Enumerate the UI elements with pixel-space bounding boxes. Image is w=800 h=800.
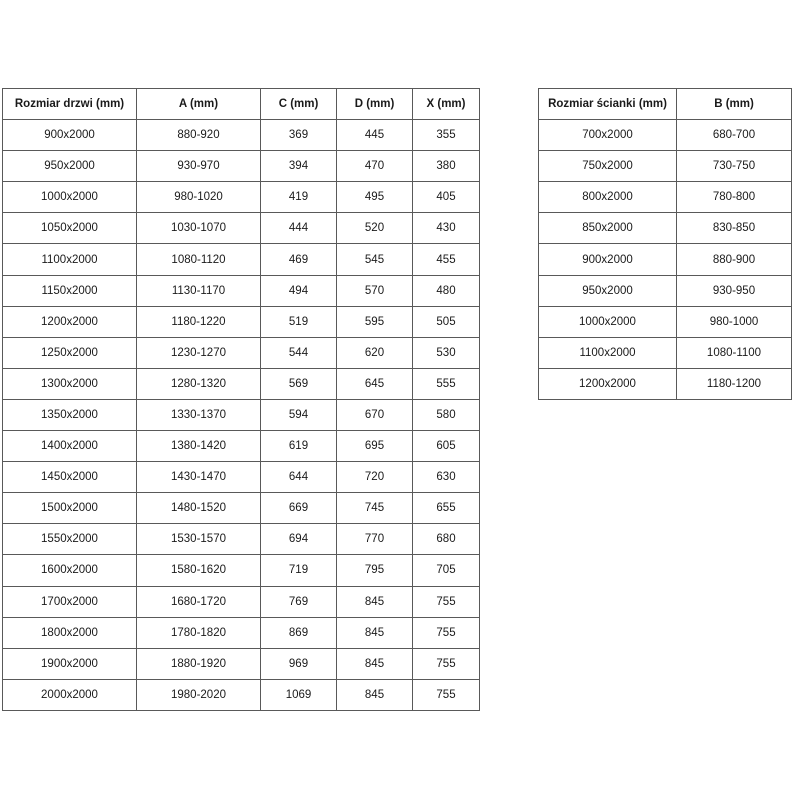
table-cell: 1900x2000 <box>3 648 137 679</box>
table-cell: 1180-1220 <box>137 306 261 337</box>
table-cell: 644 <box>261 462 337 493</box>
table-row <box>3 648 480 679</box>
table-cell: 1080-1100 <box>677 337 792 368</box>
table-cell: 700x2000 <box>539 120 677 151</box>
table-cell: 569 <box>261 368 337 399</box>
table-cell: 1000x2000 <box>539 306 677 337</box>
table-cell: 494 <box>261 275 337 306</box>
table-cell: 645 <box>337 368 413 399</box>
wall-sizes-table <box>538 88 792 400</box>
table-row <box>3 399 480 430</box>
table-row <box>3 120 480 151</box>
table-cell: 1130-1170 <box>137 275 261 306</box>
table-row <box>3 275 480 306</box>
table-cell: 1100x2000 <box>539 337 677 368</box>
table-cell: 1080-1120 <box>137 244 261 275</box>
table-cell: 1050x2000 <box>3 213 137 244</box>
table-cell: 430 <box>413 213 480 244</box>
table-row <box>539 151 792 182</box>
table-cell: 670 <box>337 399 413 430</box>
table-cell: 755 <box>413 648 480 679</box>
column-header: C (mm) <box>261 89 337 120</box>
table-cell: 519 <box>261 306 337 337</box>
table-cell: 1600x2000 <box>3 555 137 586</box>
table-cell: 455 <box>413 244 480 275</box>
table-cell: 845 <box>337 679 413 710</box>
column-header: Rozmiar ścianki (mm) <box>539 89 677 120</box>
table-cell: 1280-1320 <box>137 368 261 399</box>
table-cell: 1450x2000 <box>3 462 137 493</box>
table-cell: 555 <box>413 368 480 399</box>
table-cell: 530 <box>413 337 480 368</box>
table-row <box>539 213 792 244</box>
table-row <box>3 493 480 524</box>
table-cell: 1980-2020 <box>137 679 261 710</box>
table-cell: 845 <box>337 617 413 648</box>
table-cell: 850x2000 <box>539 213 677 244</box>
table-cell: 755 <box>413 679 480 710</box>
table-cell: 880-920 <box>137 120 261 151</box>
column-header: A (mm) <box>137 89 261 120</box>
column-header: Rozmiar drzwi (mm) <box>3 89 137 120</box>
table-cell: 680-700 <box>677 120 792 151</box>
table-cell: 900x2000 <box>3 120 137 151</box>
table-row <box>539 120 792 151</box>
table-cell: 505 <box>413 306 480 337</box>
table-cell: 1000x2000 <box>3 182 137 213</box>
table-cell: 680 <box>413 524 480 555</box>
table-cell: 620 <box>337 337 413 368</box>
table-cell: 694 <box>261 524 337 555</box>
table-cell: 369 <box>261 120 337 151</box>
table-cell: 1250x2000 <box>3 337 137 368</box>
table-row <box>3 524 480 555</box>
table-row <box>3 555 480 586</box>
table-cell: 845 <box>337 586 413 617</box>
table-row <box>3 337 480 368</box>
table-row <box>3 462 480 493</box>
table-cell: 755 <box>413 586 480 617</box>
table-row <box>3 306 480 337</box>
table-cell: 469 <box>261 244 337 275</box>
table-cell: 480 <box>413 275 480 306</box>
table-row <box>539 244 792 275</box>
table-cell: 1680-1720 <box>137 586 261 617</box>
table-cell: 594 <box>261 399 337 430</box>
table-cell: 795 <box>337 555 413 586</box>
table-cell: 1330-1370 <box>137 399 261 430</box>
column-header: D (mm) <box>337 89 413 120</box>
table-cell: 545 <box>337 244 413 275</box>
table-row <box>3 368 480 399</box>
table-cell: 380 <box>413 151 480 182</box>
table-cell: 770 <box>337 524 413 555</box>
table-cell: 980-1020 <box>137 182 261 213</box>
table-cell: 630 <box>413 462 480 493</box>
header-row <box>3 89 480 120</box>
table-cell: 1430-1470 <box>137 462 261 493</box>
table-row <box>539 182 792 213</box>
table-row <box>3 586 480 617</box>
door-sizes-table <box>2 88 480 711</box>
table-cell: 580 <box>413 399 480 430</box>
table-cell: 1069 <box>261 679 337 710</box>
table-cell: 520 <box>337 213 413 244</box>
table-cell: 780-800 <box>677 182 792 213</box>
table-row <box>3 244 480 275</box>
table-cell: 1200x2000 <box>3 306 137 337</box>
table-cell: 2000x2000 <box>3 679 137 710</box>
table-row <box>539 275 792 306</box>
table-cell: 1530-1570 <box>137 524 261 555</box>
table-cell: 1500x2000 <box>3 493 137 524</box>
table-cell: 719 <box>261 555 337 586</box>
table-row <box>3 213 480 244</box>
table-row <box>539 337 792 368</box>
table-cell: 394 <box>261 151 337 182</box>
table-cell: 605 <box>413 431 480 462</box>
table-cell: 595 <box>337 306 413 337</box>
table-cell: 419 <box>261 182 337 213</box>
table-cell: 930-950 <box>677 275 792 306</box>
table-cell: 1200x2000 <box>539 368 677 399</box>
header-row <box>539 89 792 120</box>
table-cell: 930-970 <box>137 151 261 182</box>
table-cell: 1550x2000 <box>3 524 137 555</box>
table-cell: 750x2000 <box>539 151 677 182</box>
table-cell: 669 <box>261 493 337 524</box>
table-cell: 1580-1620 <box>137 555 261 586</box>
table-cell: 444 <box>261 213 337 244</box>
table-row <box>539 306 792 337</box>
table-cell: 1380-1420 <box>137 431 261 462</box>
table-cell: 1150x2000 <box>3 275 137 306</box>
table-cell: 980-1000 <box>677 306 792 337</box>
table-cell: 769 <box>261 586 337 617</box>
table-cell: 880-900 <box>677 244 792 275</box>
table-row <box>3 182 480 213</box>
table-cell: 1100x2000 <box>3 244 137 275</box>
table-cell: 655 <box>413 493 480 524</box>
table-row <box>3 151 480 182</box>
table-cell: 405 <box>413 182 480 213</box>
table-cell: 950x2000 <box>3 151 137 182</box>
table-cell: 800x2000 <box>539 182 677 213</box>
table-cell: 544 <box>261 337 337 368</box>
table-cell: 745 <box>337 493 413 524</box>
table-cell: 1700x2000 <box>3 586 137 617</box>
column-header: B (mm) <box>677 89 792 120</box>
table-cell: 845 <box>337 648 413 679</box>
table-cell: 1180-1200 <box>677 368 792 399</box>
table-cell: 570 <box>337 275 413 306</box>
table-cell: 1350x2000 <box>3 399 137 430</box>
table-row <box>3 617 480 648</box>
table-cell: 1480-1520 <box>137 493 261 524</box>
table-cell: 619 <box>261 431 337 462</box>
table-cell: 355 <box>413 120 480 151</box>
table-cell: 495 <box>337 182 413 213</box>
table-cell: 1400x2000 <box>3 431 137 462</box>
table-cell: 1030-1070 <box>137 213 261 244</box>
table-cell: 900x2000 <box>539 244 677 275</box>
table-cell: 830-850 <box>677 213 792 244</box>
table-cell: 470 <box>337 151 413 182</box>
table-cell: 1800x2000 <box>3 617 137 648</box>
table-cell: 1300x2000 <box>3 368 137 399</box>
table-cell: 869 <box>261 617 337 648</box>
table-cell: 1880-1920 <box>137 648 261 679</box>
table-cell: 1780-1820 <box>137 617 261 648</box>
table-row <box>539 368 792 399</box>
table-cell: 720 <box>337 462 413 493</box>
table-row <box>3 431 480 462</box>
table-cell: 445 <box>337 120 413 151</box>
table-row <box>3 679 480 710</box>
table-cell: 695 <box>337 431 413 462</box>
table-cell: 969 <box>261 648 337 679</box>
table-cell: 1230-1270 <box>137 337 261 368</box>
table-cell: 730-750 <box>677 151 792 182</box>
table-cell: 705 <box>413 555 480 586</box>
table-cell: 950x2000 <box>539 275 677 306</box>
table-cell: 755 <box>413 617 480 648</box>
column-header: X (mm) <box>413 89 480 120</box>
